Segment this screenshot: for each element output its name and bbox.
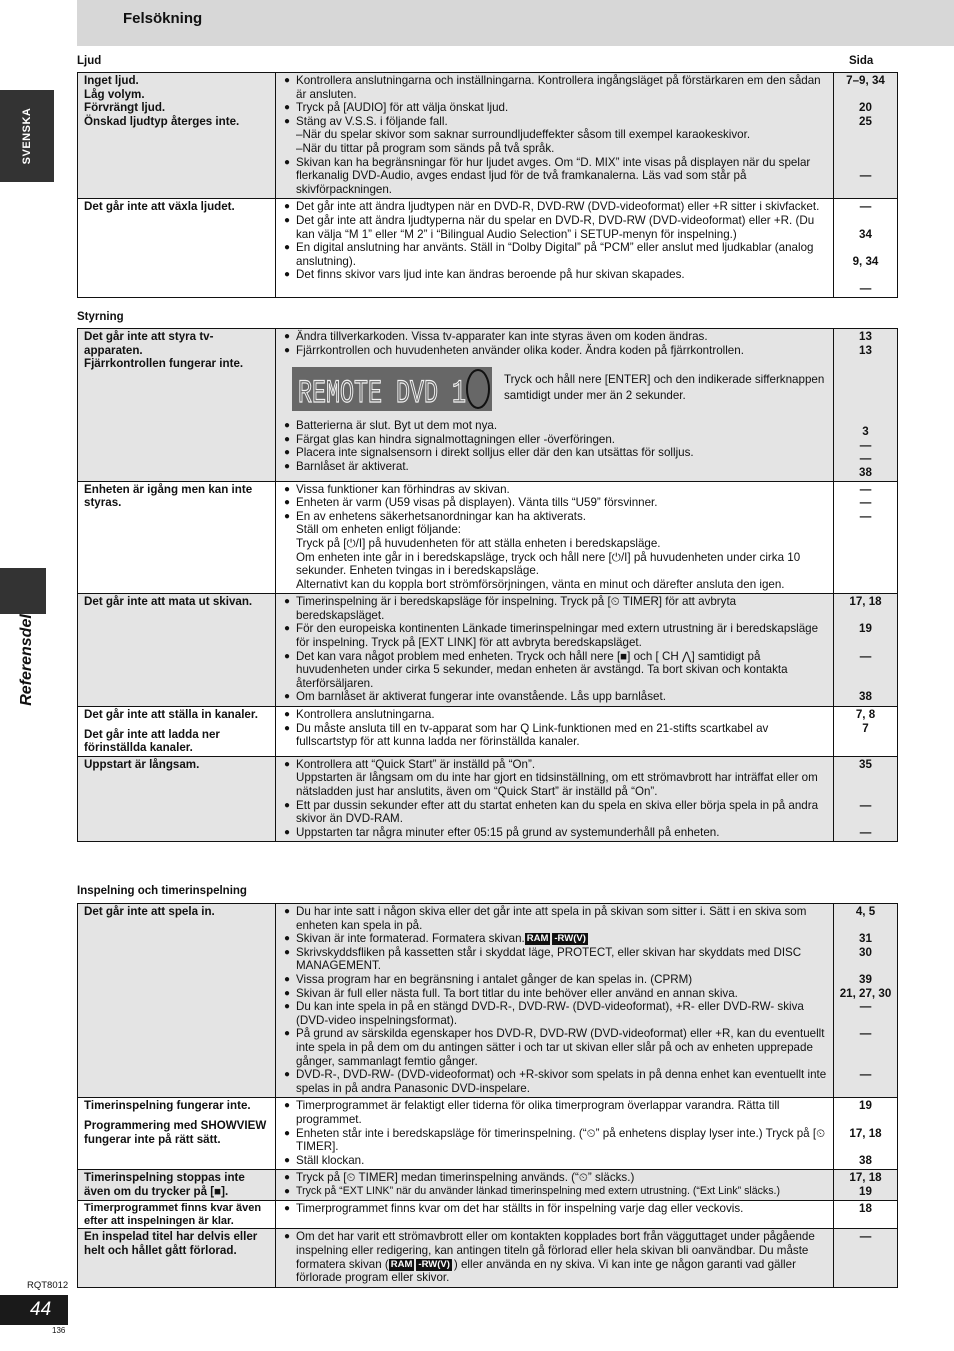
problem-cell — [78, 329, 276, 482]
page-reference-cell — [834, 1098, 898, 1170]
description-line — [284, 510, 827, 524]
page-reference: 13 13 3 — — 38 — [859, 330, 872, 479]
page-number: 44 — [30, 1299, 52, 1320]
problem-text: Det går inte att växla ljudet. — [84, 200, 235, 214]
description-line — [284, 523, 827, 537]
page-reference-cell — [834, 1170, 898, 1201]
solution-cell — [276, 481, 834, 594]
display-instruction: Tryck och håll nere [ENTER] och den indikerade sifferknappen samtidigt under mer än 2 sekunder. — [504, 373, 825, 403]
problem-text: Det går inte att spela in. — [84, 905, 215, 918]
problem-cell — [78, 1098, 276, 1170]
description-line: ● Om barnlåset är aktiverat fungerar inte ovanstående. Lås upp barnlåset. — [284, 690, 827, 704]
description-line: ● En digital anslutning har använts. Ställ in “Dolby Digital” på “PCM” eller anslut med ljudkablar (analog anslutning). — [284, 241, 827, 268]
page-reference-cell — [834, 904, 898, 1098]
problem-text: Det går inte att styra tv-apparaten. Fjärrkontrollen fungerar inte. — [84, 330, 244, 371]
description-line: ● Ändra tillverkarkoden. Vissa tv-apparater kan inte styras även om koden ändras. — [284, 330, 827, 344]
lcd-display-image — [292, 367, 492, 411]
problem-cell — [78, 1229, 276, 1287]
page-reference: 4, 5 31 30 39 21, 27, 30 — — — — [839, 905, 892, 1082]
description-line: ● Barnlåset är aktiverat. — [284, 460, 827, 474]
description-line: ● Skivan är full eller nästa full. Ta bort titlar du inte behöver eller använd en annan skiva. — [284, 987, 827, 1001]
description-line: ● Du kan inte spela in på en stängd DVD-R-, DVD-RW- (DVD-videoformat), +R- eller DVD-RW- skiva (DVD-video inspelningsformat). — [284, 1000, 827, 1027]
description-line: ● Skivan kan ha begränsningar för hur ljudet avges. Om “D. MIX” inte visas på displayen när du spelar flerkanalig DVD-Audio, avges endast ljud för de två framkanalerna. Läs vad som står på skivförpackningen. — [284, 156, 827, 197]
description-line — [284, 537, 827, 551]
solution-cell — [276, 1170, 834, 1201]
solution-cell — [276, 756, 834, 842]
problem-text: Det går inte att mata ut skivan. — [84, 595, 253, 609]
section-title-ljud: Ljud — [77, 55, 102, 67]
page-reference: 19 17, 18 38 — [849, 1099, 882, 1167]
solution-cell — [276, 199, 834, 297]
description-line: ● För den europeiska kontinenten Länkade timerinspelningar med extern utrustning är i beredskapsläge för inspelning. Tryck på [EXT LINK] för att avbryta beredskapsläget. — [284, 622, 827, 649]
description-line: ● På grund av särskilda egenskaper hos DVD-R, DVD-RW (DVD-videoformat) eller +R, kan du eventuellt inte spela in på dem om du antingen sätter i och tar ut skivan eller slår på och av enheten upprepade gånger, sammanlagt femtio gånger. — [284, 1027, 827, 1068]
problem-cell — [78, 73, 276, 199]
description-text: –När du tittar på program som sänds på två språk. — [296, 141, 555, 155]
description-line: ● Placera inte signalsensorn i direkt solljus eller där den kan utsättas för solljus. — [284, 446, 827, 460]
language-tab-label: SVENSKA — [21, 107, 33, 165]
section-marker — [0, 568, 46, 614]
table-row — [78, 1229, 898, 1287]
description-line — [284, 758, 827, 772]
problem-cell — [78, 199, 276, 297]
page-reference-cell — [834, 329, 898, 482]
troubleshoot-table-inspelning — [77, 903, 898, 1288]
description-line: ● Timerprogrammet finns kvar om det har ställts in för inspelning varje dag eller veckovis. — [284, 1202, 827, 1216]
table-row — [78, 594, 898, 707]
description-line — [284, 551, 827, 578]
solution-cell — [276, 1229, 834, 1287]
description-line: ● Du måste ansluta till en tv-apparat som har Q Link-funktionen med en 21-stifts scartkabel av fullscartstyp för att kunna ladda ner förinställda kanaler. — [284, 722, 827, 749]
description-text: Stäng av V.S.S. i följande fall. — [296, 114, 448, 128]
problem-text: Programmering med SHOWVIEW fungerar inte på rätt sätt. — [84, 1118, 267, 1146]
disc-type-badge: RAM — [390, 1258, 413, 1270]
description-line: ● Det går inte att ändra ljudtypen när en DVD-R, DVD-RW (DVD-videoformat) eller +R sitter i skivfacket. — [284, 200, 827, 214]
description-tail: ) eller använda en ny skiva. Vi kan inte ge någon garanti vad gäller förlorade program eller skivor. — [296, 1257, 796, 1285]
header-band — [77, 0, 954, 46]
description-text: –När du spelar skivor som saknar surroundljudeffekter såsom till exempel karaokeskivor. — [296, 128, 751, 142]
description-line: ● Tryck på [AUDIO] för att välja önskat ljud. — [284, 101, 827, 115]
description-text: Om det har varit ett strömavbrott eller om kontakten kopplades bort från vägguttaget under pågående inspelning eller redigering, kan antingen titeln gå förlorad eller hela skivan bli oanvändbar. Du måste formatera skivan ( — [296, 1230, 815, 1271]
description-line: ● Enheten står inte i beredskapsläge för timerinspelning. (“⏲” på enhetens display lyser inte.) Tryck på [⏲ TIMER]. — [284, 1127, 827, 1154]
solution-cell — [276, 904, 834, 1098]
description-text: Tryck på [⏻/I] på huvudenheten för att ställa enheten i beredskapsläge. — [296, 536, 661, 550]
page-reference: 7, 8 7 — [855, 708, 876, 735]
problem-cell — [78, 707, 276, 757]
solution-cell — [276, 1201, 834, 1229]
problem-text: Det går inte att ställa in kanaler. — [84, 708, 258, 722]
problem-text: En inspelad titel har delvis eller helt och hållet gått förlorad. — [84, 1230, 258, 1258]
description-line: ● Ett par dussin sekunder efter att du startat enheten kan du spela en skiva eller börja spela in på andra skivor än DVD-RAM. — [284, 799, 827, 826]
description-text: Kontrollera att “Quick Start” är inställd på “On”. — [296, 757, 536, 771]
page-reference-cell — [834, 481, 898, 594]
description-line — [284, 578, 827, 592]
description-line: ● Timerinspelning är i beredskapsläge för inspelning. Tryck på [⏲ TIMER] för att avbryta beredskapsläget. — [284, 595, 827, 622]
page-reference: 18 — [859, 1202, 872, 1216]
description-line: ● Kontrollera anslutningarna och inställningarna. Kontrollera ingångsläget på förstärkaren em den sådan är ansluten. — [284, 74, 827, 101]
problem-text: Det går inte att ladda ner förinställda kanaler. — [84, 727, 220, 755]
table-row — [78, 481, 898, 594]
problem-text: Enheten är igång men kan inte styras. — [84, 482, 253, 510]
description-line: ● Skrivskyddsfliken på kassetten står i skyddat läge, PROTECT, eller skivan har skyddats med DISC MANAGEMENT. — [284, 946, 827, 973]
description-line: ● Det går inte att ändra ljudtyperna när du spelar en DVD-R, DVD-RW (DVD-videoformat) eller +R. (Du kan välja “M 1” eller “M 2” i “Bilingual Audio Selection” i SETUP-menyn för inspelning.) — [284, 214, 827, 241]
description-line: ● Kontrollera anslutningarna. — [284, 708, 827, 722]
description-text: Skivan är inte formaterad. Formatera skivan. — [296, 932, 525, 946]
solution-cell — [276, 707, 834, 757]
disc-type-badge: -RW(V) — [554, 933, 586, 945]
table-row — [78, 1170, 898, 1201]
description-line: ● Vissa program har en begränsning i antalet gånger de kan spelas in. (CPRM) — [284, 973, 827, 987]
description-text: Om enheten inte går in i beredskapsläge, tryck och håll nere [⏻/I] på huvudenheten under cirka 10 sekunder. Enheten tvingas in i beredskapsläge. — [296, 550, 801, 578]
page-reference: 35 — — — [859, 757, 872, 839]
description-line: ● Det kan vara något problem med enheten. Tryck och håll nere [■] och [ CH ⋀] samtidigt på huvudenheten under cirka 5 sekunder, medan enheten är avstängd. Ta bort skivan och kontakta återförsäljaren. — [284, 650, 827, 691]
table-row — [78, 1098, 898, 1170]
table-row — [78, 1201, 898, 1229]
page-column-header: Sida — [849, 55, 874, 67]
section-title-styrning: Styrning — [77, 311, 124, 323]
description-text: Uppstarten är långsam om du inte har gjort en tidsinställning, om ett strömavbrott har inträffat eller om nätsladden just har anslutits, även om “Quick Start” är inställd på “On”. — [296, 771, 818, 798]
table-row — [78, 904, 898, 1098]
problem-text: Timerprogrammet finns kvar även efter att inspelningen är klar. — [84, 1202, 262, 1227]
description-line: ● Fjärrkontrollen och huvudenheten använder olika koder. Ändra koden på fjärrkontrollen. — [284, 344, 827, 358]
description-line: ● Färgat glas kan hindra signalmottagningen eller -överföringen. — [284, 433, 827, 447]
page-reference: 17, 18 19 — [849, 1171, 882, 1198]
description-text: En av enhetens säkerhetsanordningar kan ha aktiverats. — [296, 509, 587, 523]
problem-cell — [78, 481, 276, 594]
description-line: ● Det finns skivor vars ljud inte kan ändras beroende på hur skivan skapades. — [284, 268, 827, 282]
problem-cell — [78, 1201, 276, 1229]
solution-cell — [276, 594, 834, 707]
problem-text: Uppstart är långsam. — [84, 757, 200, 771]
disc-type-badge: RAM — [526, 933, 549, 945]
page-reference-cell — [834, 594, 898, 707]
disc-type-badge: -RW(V) — [418, 1258, 450, 1270]
problem-cell — [78, 594, 276, 707]
page-reference-cell — [834, 707, 898, 757]
solution-cell — [276, 329, 834, 482]
page-reference: 17, 18 19 — 38 — [849, 595, 882, 704]
table-row — [78, 329, 898, 482]
description-line — [284, 115, 827, 129]
page-sub-number: 136 — [52, 1326, 66, 1335]
page-reference-cell — [834, 1201, 898, 1229]
page-reference-cell — [834, 199, 898, 297]
problem-cell — [78, 1170, 276, 1201]
display-illustration — [292, 367, 827, 411]
description-line: ● Tryck på [⏲ TIMER] medan timerinspelning används. (“⏲” släcks.) — [284, 1171, 827, 1185]
page-reference: — — — — [859, 482, 872, 523]
table-row — [78, 199, 898, 297]
description-line — [284, 128, 827, 142]
page-reference: 7–9, 34 20 25 — — [846, 74, 885, 183]
description-line: ● Batterierna är slut. Byt ut dem mot nya. — [284, 419, 827, 433]
solution-cell — [276, 73, 834, 199]
troubleshoot-table-styrning — [77, 328, 898, 842]
table-row — [78, 756, 898, 842]
description-line: ● Enheten är varm (U59 visas på displayen). Vänta tills “U59” försvinner. — [284, 496, 827, 510]
svg-text:REMOTE DVD 1: REMOTE DVD 1 — [298, 375, 466, 413]
page-title: Felsökning — [123, 10, 203, 27]
description-line: ● Tryck på “EXT LINK” när du använder länkad timerinspelning med extern utrustning. (“Ext Link” släcks.) — [284, 1185, 827, 1199]
description-line: ● Du har inte satt i någon skiva eller det går inte att spela in på skivan som sitter i. Sätt i en skiva som enheten kan spela in på. — [284, 905, 827, 932]
description-line: ● Timerprogrammet är felaktigt eller tiderna för olika timerprogram överlappar varandra. Rätta till programmet. — [284, 1099, 827, 1126]
description-text: Alternativt kan du koppla bort strömförsörjningen, vänta en minut och därefter ansluta den igen. — [296, 577, 785, 591]
problem-cell — [78, 904, 276, 1098]
description-line: ● DVD-R-, DVD-RW- (DVD-videoformat) och +R-skivor som spelats in på denna enhet kan eventuellt inte spelas in på andra Panasonic DVD-inspelare. — [284, 1068, 827, 1095]
description-line — [284, 932, 827, 946]
section-title-inspelning: Inspelning och timerinspelning — [77, 885, 247, 897]
document-code: RQT8012 — [27, 1280, 69, 1291]
page-reference-cell — [834, 756, 898, 842]
troubleshoot-table-ljud — [77, 72, 898, 298]
description-line — [284, 142, 827, 156]
page-number-box — [0, 1295, 68, 1325]
page-reference-cell — [834, 1229, 898, 1287]
problem-cell — [78, 756, 276, 842]
description-line: ● Uppstarten tar några minuter efter 05:15 på grund av systemunderhåll på enheten. — [284, 826, 827, 840]
problem-text: Timerinspelning fungerar inte. — [84, 1099, 251, 1113]
description-line: ● Ställ klockan. — [284, 1154, 827, 1168]
page-reference-cell — [834, 73, 898, 199]
description-text: Ställ om enheten enligt följande: — [296, 523, 462, 537]
reference-label: Referensdel — [18, 614, 35, 706]
page-reference: — — [859, 1230, 872, 1244]
table-row — [78, 73, 898, 199]
page-reference: — 34 9, 34 — — [852, 200, 879, 295]
description-line — [284, 771, 827, 798]
problem-text: Timerinspelning stoppas inte även om du trycker på [■]. — [84, 1171, 245, 1198]
table-row — [78, 707, 898, 757]
language-tab — [0, 90, 54, 182]
solution-cell — [276, 1098, 834, 1170]
description-line — [284, 1230, 827, 1284]
description-line: ● Vissa funktioner kan förhindras av skivan. — [284, 483, 827, 497]
problem-text: Inget ljud. Låg volym. Förvrängt ljud. Önskad ljudtyp återges inte. — [84, 74, 240, 128]
